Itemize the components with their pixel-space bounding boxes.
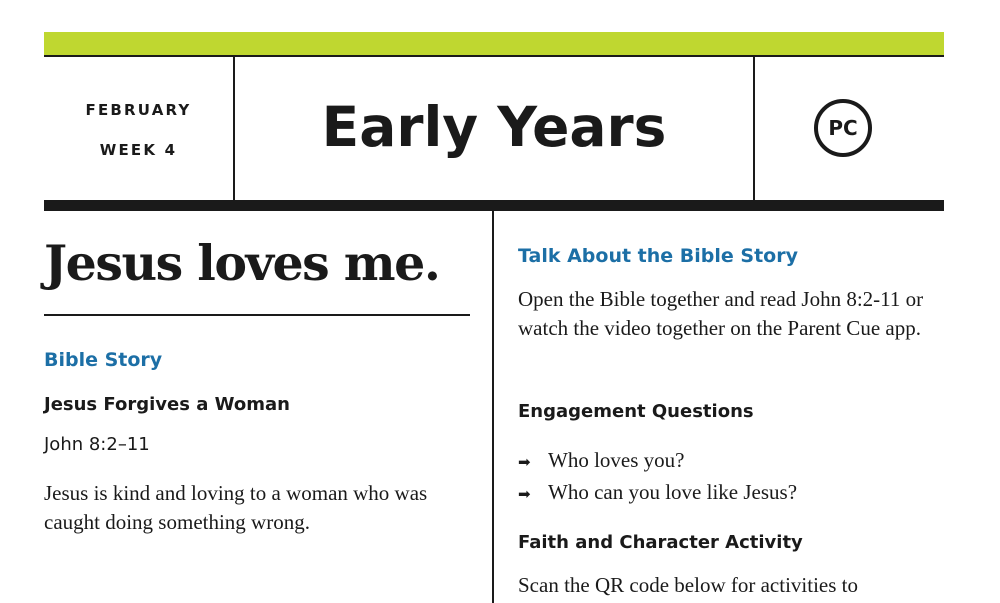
parent-cue-logo-icon (814, 99, 872, 157)
title-rule (44, 314, 470, 316)
list-item (518, 444, 797, 476)
engagement-questions-heading: Engagement Questions (518, 401, 754, 422)
bible-story-label: Bible Story (44, 349, 163, 371)
questions-list (518, 444, 797, 508)
list-item (518, 476, 797, 508)
question-text: Who can you love like Jesus? (548, 480, 798, 504)
activity-heading: Faith and Character Activity (518, 532, 803, 553)
arrow-bullet-icon: ➡ (518, 453, 531, 471)
week-label: WEEK 4 (99, 141, 178, 159)
question-text: Who loves you? (548, 448, 685, 472)
arrow-bullet-icon: ➡ (518, 485, 531, 503)
story-title: Jesus Forgives a Woman (44, 394, 290, 415)
scripture-reference: John 8:2–11 (44, 434, 150, 455)
story-summary: Jesus is kind and loving to a woman who was caught doing something wrong. (44, 481, 428, 534)
accent-bar (44, 32, 944, 55)
activity-text: Scan the QR code below for activities to (518, 573, 858, 597)
talk-about-text: Open the Bible together and read John 8:2-11 or watch the video together on the Parent Cue app. (518, 287, 924, 340)
month-label: FEBRUARY (85, 101, 192, 119)
header-rule (44, 200, 944, 211)
date-block (44, 101, 233, 181)
column-divider (492, 211, 494, 603)
bottom-line-title: Jesus loves me. (44, 234, 440, 292)
page-title: Early Years (321, 95, 667, 159)
page-header (44, 55, 944, 200)
header-divider (753, 57, 755, 202)
logo-text: PC (828, 116, 858, 140)
talk-about-label: Talk About the Bible Story (518, 245, 798, 267)
